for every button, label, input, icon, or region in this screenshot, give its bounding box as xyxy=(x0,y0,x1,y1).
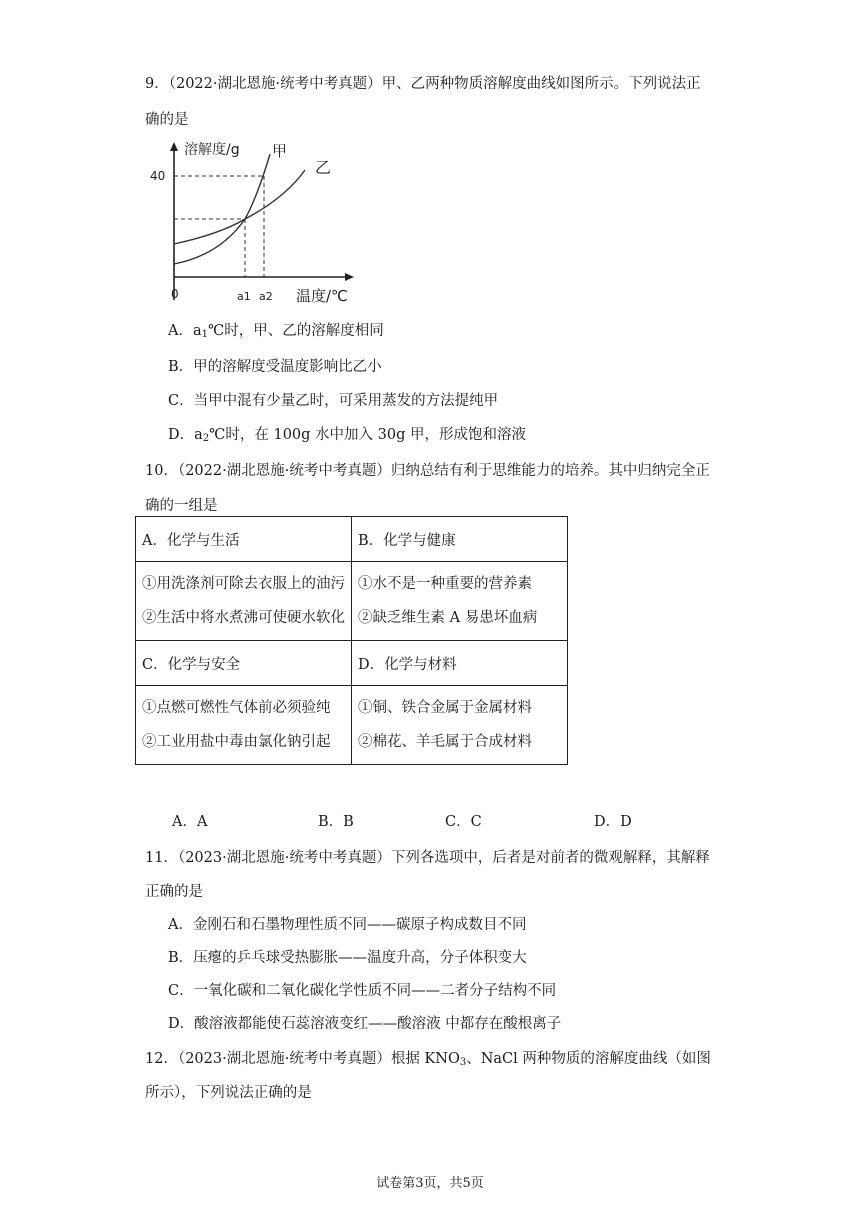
q10-answer-d: D．D xyxy=(594,814,632,830)
series-jia-label: 甲 xyxy=(272,142,288,160)
solubility-chart xyxy=(150,140,365,310)
x-axis-arrow xyxy=(345,273,354,281)
q9-option-b: B．甲的溶解度受温度影响比乙小 xyxy=(168,359,382,375)
q12-stem-pre: 12．（2023·湖北恩施·统考中考真题）根据 KNO xyxy=(145,1051,460,1067)
cell-a-body xyxy=(136,562,352,641)
series-jia-curve xyxy=(174,154,270,264)
q10-answer-b: B．B xyxy=(318,814,354,830)
y-tick-40: 40 xyxy=(150,169,166,183)
q11-option-c: C．一氧化碳和二氧化碳化学性质不同——二者分子结构不同 xyxy=(168,983,557,999)
q11-option-b: B．压瘪的乒乓球受热膨胀——温度升高，分子体积变大 xyxy=(168,950,527,966)
cell-c-head: C．化学与安全 xyxy=(136,641,352,686)
q10-answer-a: A．A xyxy=(172,814,208,830)
q9-option-c: C．当甲中混有少量乙时，可采用蒸发的方法提纯甲 xyxy=(168,393,499,409)
x-axis-label: 温度/℃ xyxy=(296,287,348,305)
cell-a-item-2: ②生活中将水煮沸可使硬水软化 xyxy=(142,610,345,626)
y-axis-label: 溶解度/g xyxy=(184,142,240,158)
q9-stem-line1: 9．（2022·湖北恩施·统考中考真题）甲、乙两种物质溶解度曲线如图所示。下列说法正 xyxy=(145,76,701,92)
cell-d-body xyxy=(352,686,568,765)
origin-label: 0 xyxy=(171,287,179,301)
q11-option-a: A．金刚石和石墨物理性质不同——碳原子构成数目不同 xyxy=(168,917,527,933)
cell-d-head: D．化学与材料 xyxy=(352,641,568,686)
q12-stem-sub: 3 xyxy=(459,1057,467,1068)
q9-option-a-sub: 1 xyxy=(201,329,208,340)
cell-b-head: B．化学与健康 xyxy=(352,517,568,562)
cell-d-item-1: ①铜、铁合金属于金属材料 xyxy=(358,700,532,716)
q12-stem-post: 、NaCl 两种物质的溶解度曲线（如图 xyxy=(466,1051,711,1067)
x-tick-a2: a2 xyxy=(259,290,273,303)
page-footer: 试卷第3页，共5页 xyxy=(376,1176,484,1191)
cell-c-item-1: ①点燃可燃性气体前必须验纯 xyxy=(142,700,331,716)
q9-option-a-post: ℃时，甲、乙的溶解度相同 xyxy=(208,323,384,339)
series-yi-label: 乙 xyxy=(315,158,332,177)
cell-a-item-1: ①用洗涤剂可除去衣服上的油污 xyxy=(142,576,345,592)
q9-option-a-pre: A．a xyxy=(168,323,202,339)
cell-b-item-2: ②缺乏维生素 A 易患坏血病 xyxy=(358,610,538,626)
cell-a-head: A．化学与生活 xyxy=(136,517,352,562)
q9-option-d-pre: D．a xyxy=(168,427,203,443)
q9-stem-line2: 确的是 xyxy=(145,112,189,128)
y-axis-arrow xyxy=(170,142,178,151)
q9-option-d-post: ℃时，在 100g 水中加入 30g 甲，形成饱和溶液 xyxy=(209,427,527,443)
cell-c-body xyxy=(136,686,352,765)
q11-stem-line1: 11．（2023·湖北恩施·统考中考真题）下列各选项中，后者是对前者的微观解释，其解释 xyxy=(145,850,710,866)
cell-c-item-2: ②工业用盐中毒由氯化钠引起 xyxy=(142,734,331,750)
x-tick-a1: a1 xyxy=(237,290,251,303)
q9-option-a xyxy=(168,319,384,340)
cell-d-item-2: ②棉花、羊毛属于合成材料 xyxy=(358,734,532,750)
q12-stem-line2: 所示），下列说法正确的是 xyxy=(145,1085,312,1101)
q12-stem-line1 xyxy=(145,1047,711,1068)
q10-stem-line1: 10．（2022·湖北恩施·统考中考真题）归纳总结有利于思维能力的培养。其中归纳完全正 xyxy=(145,463,710,479)
q11-stem-line2: 正确的是 xyxy=(145,884,203,900)
cell-b-body xyxy=(352,562,568,641)
series-yi-curve xyxy=(174,170,305,244)
cell-b-item-1: ①水不是一种重要的营养素 xyxy=(358,576,532,592)
q10-table xyxy=(135,516,568,765)
q10-answer-c: C．C xyxy=(445,814,482,830)
q9-option-d-sub: 2 xyxy=(202,433,210,444)
q10-stem-line2: 确的一组是 xyxy=(145,498,218,514)
q11-option-d: D．酸溶液都能使石蕊溶液变红——酸溶液 中都存在酸根离子 xyxy=(168,1016,562,1032)
q9-option-d xyxy=(168,423,526,444)
